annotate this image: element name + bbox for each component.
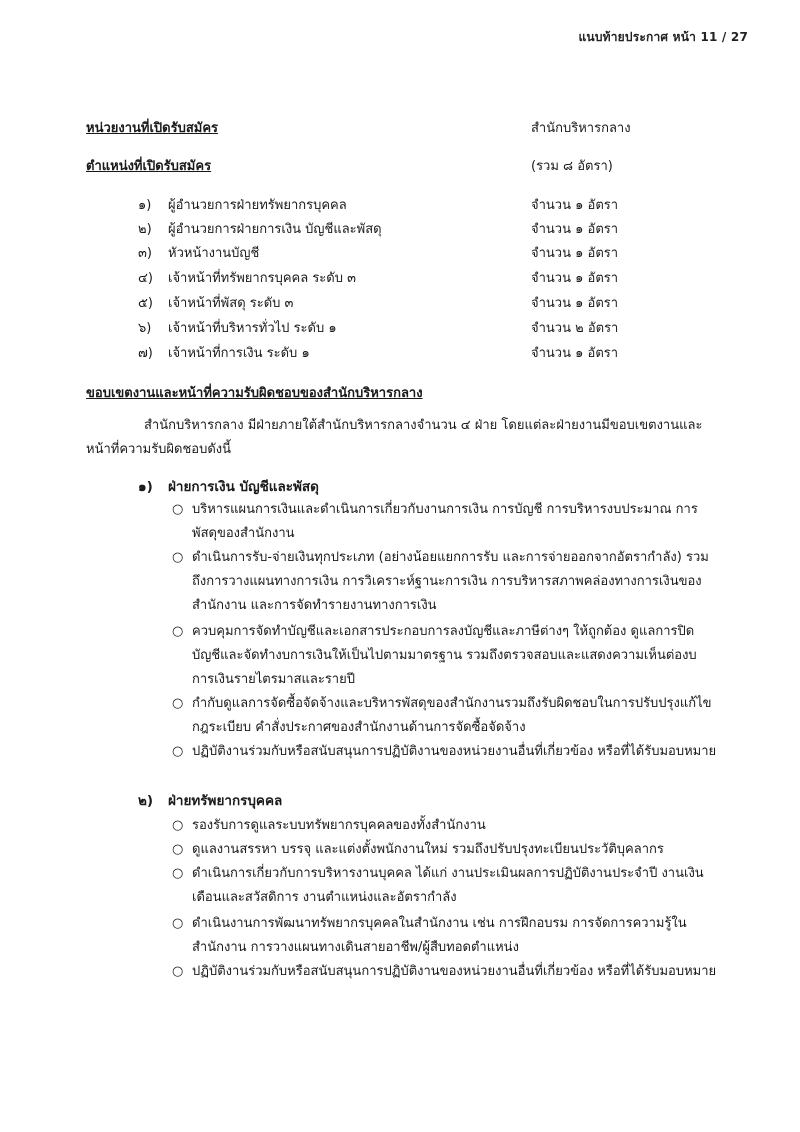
- duty-text: ดูแลงานสรรหา บรรจุ และแต่งตั้งพนักงานใหม่ รวมถึงปรับปรุงทะเบียนประวัติบุคลากร: [192, 842, 664, 857]
- page-reference: แนบท้ายประกาศ หน้า 11 / 27: [578, 30, 748, 44]
- duty-item: [172, 740, 717, 764]
- circle-bullet-icon: ○: [172, 550, 184, 565]
- duty-item: [172, 546, 717, 618]
- circle-bullet-icon: ○: [172, 964, 184, 979]
- duty-text: ดำเนินการรับ-จ่ายเงินทุกประเภท (อย่างน้อยแยกการรับ และการจ่ายออกจากอัตรากำลัง) รวมถึงการวางแผนทางการเงิน การวิเคราะห์ฐานะการเงิน การบริหารสภาพคล่องทางการเงินของสำนักงาน และการจัดทำรายงานทางการเงิน: [192, 550, 709, 613]
- position-number: ๒): [138, 222, 152, 237]
- circle-bullet-icon: ○: [172, 624, 184, 639]
- circle-bullet-icon: ○: [172, 866, 184, 881]
- duty-text: ดำเนินการเกี่ยวกับการบริหารงานบุคคล ได้แก่ งานประเมินผลการปฏิบัติงานประจำปี งานเงินเดือนและสวัสดิการ งานตำแหน่งและอัตรากำลัง: [192, 866, 704, 905]
- position-count: จำนวน ๑ อัตรา: [531, 346, 619, 361]
- position-name: หัวหน้างานบัญชี: [168, 246, 260, 261]
- duty-item: [172, 912, 717, 960]
- position-number: ๗): [138, 346, 153, 361]
- position-number: ๓): [138, 246, 152, 261]
- position-name: เจ้าหน้าที่พัสดุ ระดับ ๓: [168, 296, 294, 311]
- duty-text: ปฏิบัติงานร่วมกับหรือสนับสนุนการปฏิบัติงานของหน่วยงานอื่นที่เกี่ยวข้อง หรือที่ได้รับมอบหมาย: [192, 744, 717, 759]
- circle-bullet-icon: ○: [172, 842, 184, 857]
- position-number: ๕): [138, 296, 153, 311]
- position-name: เจ้าหน้าที่ทรัพยากรบุคคล ระดับ ๓: [168, 271, 356, 286]
- duty-item: [172, 862, 717, 910]
- duty-item: [172, 498, 717, 546]
- position-name: ผู้อำนวยการฝ่ายทรัพยากรบุคคล: [168, 198, 347, 213]
- circle-bullet-icon: ○: [172, 916, 184, 931]
- department-number: ๒): [138, 793, 154, 809]
- positions-label: ตำแหน่งที่เปิดรับสมัคร: [86, 159, 212, 174]
- duty-text: ดำเนินงานการพัฒนาทรัพยากรบุคคลในสำนักงาน เช่น การฝึกอบรม การจัดการความรู้ในสำนักงาน การวางแผนทางเดินสายอาชีพ/ผู้สืบทอดตำแหน่ง: [192, 916, 687, 955]
- positions-total: (รวม ๘ อัตรา): [531, 159, 613, 174]
- position-count: จำนวน ๑ อัตรา: [531, 222, 619, 237]
- department-name: ฝ่ายทรัพยากรบุคคล: [168, 793, 283, 809]
- duty-text: บริหารแผนการเงินและดำเนินการเกี่ยวกับงานการเงิน การบัญชี การบริหารงบประมาณ การพัสดุของสำนักงาน: [192, 502, 698, 541]
- position-count: จำนวน ๑ อัตรา: [531, 198, 619, 213]
- circle-bullet-icon: ○: [172, 502, 184, 517]
- duty-text: กำกับดูแลการจัดซื้อจัดจ้างและบริหารพัสดุของสำนักงานรวมถึงรับผิดชอบในการปรับปรุงแก้ไขกฎระเบียบ คำสั่งประกาศของสำนักงานด้านการจัดซื้อจัดจ้าง: [192, 696, 712, 735]
- unit-label: หน่วยงานที่เปิดรับสมัคร: [86, 121, 219, 136]
- position-number: ๑): [138, 198, 152, 213]
- position-count: จำนวน ๑ อัตรา: [531, 246, 619, 261]
- duty-item: [172, 692, 717, 740]
- position-number: ๖): [138, 321, 152, 336]
- circle-bullet-icon: ○: [172, 818, 184, 833]
- duty-item: [172, 960, 717, 984]
- duty-text: ควบคุมการจัดทำบัญชีและเอกสารประกอบการลงบัญชีและภาษีต่างๆ ให้ถูกต้อง ดูแลการปิดบัญชีและจัดทำงบการเงินให้เป็นไปตามมาตรฐาน รวมถึงตรวจสอบและแสดงความเห็นต่องบการเงินรายไตรมาสและรายปี: [192, 624, 697, 687]
- position-count: จำนวน ๑ อัตรา: [531, 296, 619, 311]
- position-name: เจ้าหน้าที่การเงิน ระดับ ๑: [168, 346, 310, 361]
- duty-text: รองรับการดูแลระบบทรัพยากรบุคคลของทั้งสำนักงาน: [192, 818, 486, 833]
- position-count: จำนวน ๒ อัตรา: [531, 321, 619, 336]
- position-number: ๔): [138, 271, 153, 286]
- scope-heading: ขอบเขตงานและหน้าที่ความรับผิดชอบของสำนักบริหารกลาง: [86, 386, 423, 401]
- position-name: ผู้อำนวยการฝ่ายการเงิน บัญชีและพัสดุ: [168, 222, 382, 237]
- duty-item: [172, 814, 717, 838]
- duty-text: ปฏิบัติงานร่วมกับหรือสนับสนุนการปฏิบัติงานของหน่วยงานอื่นที่เกี่ยวข้อง หรือที่ได้รับมอบหมาย: [192, 964, 717, 979]
- scope-intro: สำนักบริหารกลาง มีฝ่ายภายใต้สำนักบริหารกลางจำนวน ๔ ฝ่าย โดยแต่ละฝ่ายงานมีขอบเขตงานและหน้าที่ความรับผิดชอบดังนี้: [86, 418, 703, 457]
- position-count: จำนวน ๑ อัตรา: [531, 271, 619, 286]
- circle-bullet-icon: ○: [172, 696, 184, 711]
- duty-item: [172, 838, 717, 862]
- department-number: ๑): [138, 479, 153, 495]
- position-name: เจ้าหน้าที่บริหารทั่วไป ระดับ ๑: [168, 321, 337, 336]
- department-title: [138, 792, 282, 810]
- unit-value: สำนักบริหารกลาง: [531, 121, 631, 136]
- department-name: ฝ่ายการเงิน บัญชีและพัสดุ: [168, 479, 319, 495]
- department-title: [138, 478, 319, 496]
- circle-bullet-icon: ○: [172, 744, 184, 759]
- duty-item: [172, 620, 717, 692]
